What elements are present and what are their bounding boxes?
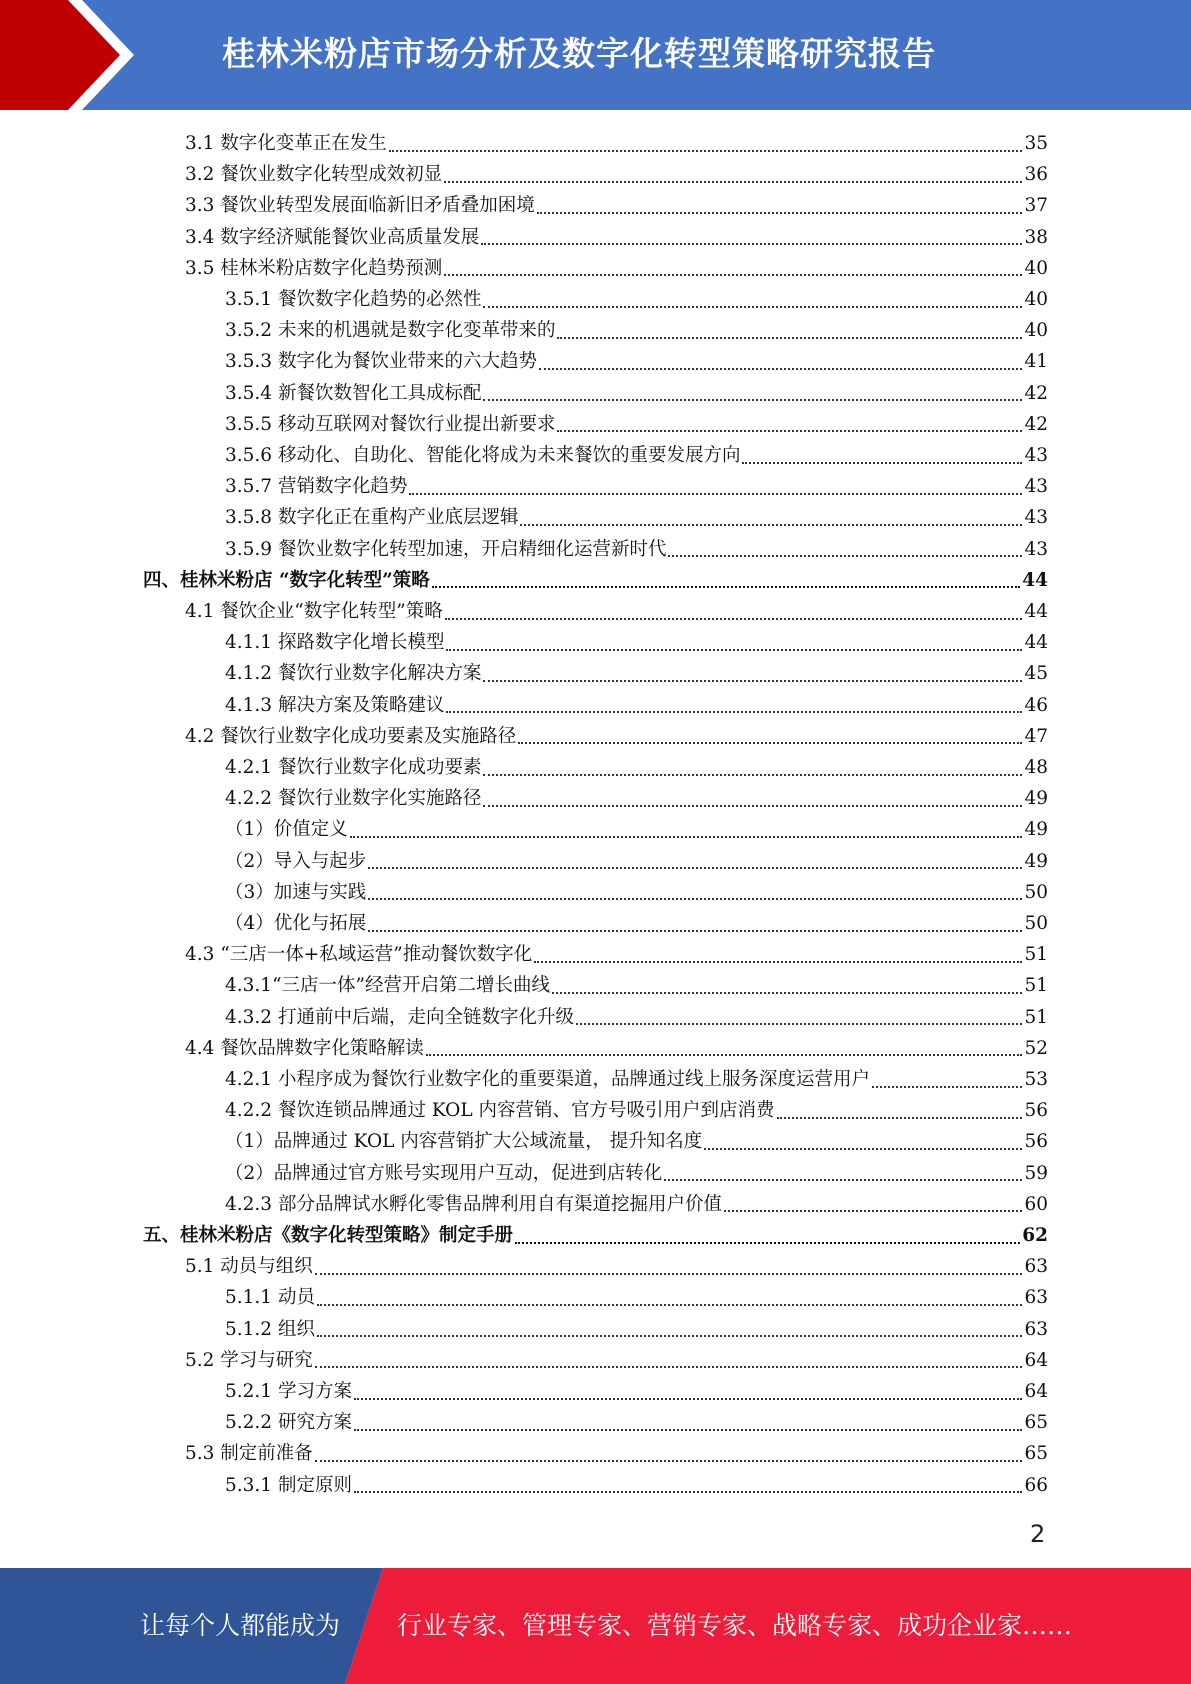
- toc-entry-label: 5.1.2 组织: [225, 1318, 315, 1340]
- toc-entry-label: 3.2 餐饮业数字化转型成效初显: [185, 164, 443, 186]
- toc-entry-page: 44: [1024, 632, 1048, 654]
- toc-entry-label: 4.1.1 探路数字化增长模型: [225, 632, 445, 654]
- toc-entry-label: 4.2.3 部分品牌试水孵化零售品牌利用自有渠道挖掘用户价值: [225, 1193, 722, 1215]
- toc-entry[interactable]: [185, 721, 1048, 752]
- toc-entry[interactable]: [225, 814, 1048, 845]
- toc-entry-label: 4.2 餐饮行业数字化成功要素及实施路径: [185, 725, 517, 747]
- toc-entry[interactable]: [225, 1095, 1048, 1126]
- toc-dot-leader: [368, 898, 1022, 900]
- toc-entry-page: 40: [1024, 320, 1048, 342]
- toc-entry-label: 5.2.1 学习方案: [225, 1381, 352, 1402]
- toc-entry-label: （2）导入与起步: [225, 850, 367, 872]
- document-title: 桂林米粉店市场分析及数字化转型策略研究报告: [222, 34, 936, 73]
- toc-entry-page: 40: [1024, 257, 1048, 279]
- toc-entry[interactable]: [225, 471, 1048, 502]
- toc-entry[interactable]: [225, 658, 1048, 689]
- toc-entry-page: 50: [1024, 913, 1048, 934]
- toc-entry-page: 42: [1024, 413, 1048, 435]
- toc-entry-label: 4.2.1 小程序成为餐饮行业数字化的重要渠道，品牌通过线上服务深度运营用户: [225, 1069, 870, 1090]
- toc-entry[interactable]: [185, 190, 1048, 221]
- toc-entry-label: 4.3 “三店一体+私域运营”推动餐饮数字化: [185, 944, 533, 966]
- toc-entry[interactable]: [185, 1033, 1048, 1064]
- toc-entry-label: （1）品牌通过 KOL 内容营销扩大公域流量， 提升知名度: [225, 1131, 703, 1153]
- toc-entry-label: 5.3.1 制定原则: [225, 1474, 352, 1496]
- toc-entry[interactable]: [185, 253, 1048, 284]
- toc-entry-page: 45: [1024, 663, 1048, 685]
- toc-entry[interactable]: [185, 596, 1048, 627]
- toc-entry[interactable]: [225, 1158, 1048, 1189]
- toc-entry-page: 46: [1024, 694, 1048, 716]
- toc-entry-label: 3.4 数字经济赋能餐饮业高质量发展: [185, 226, 480, 248]
- toc-entry-label: 5.2.2 研究方案: [225, 1412, 352, 1434]
- toc-entry[interactable]: [225, 440, 1048, 471]
- toc-entry-page: 62: [1022, 1225, 1048, 1246]
- toc-dot-leader: [354, 1398, 1023, 1400]
- toc-entry[interactable]: [225, 908, 1048, 939]
- toc-dot-leader: [368, 930, 1022, 932]
- toc-entry[interactable]: [225, 346, 1048, 377]
- toc-dot-leader: [557, 430, 1022, 432]
- toc-dot-leader: [446, 711, 1022, 713]
- toc-entry[interactable]: [225, 502, 1048, 533]
- toc-dot-leader: [315, 1366, 1023, 1368]
- toc-entry-label: 五、桂林米粉店《数字化转型策略》制定手册: [143, 1225, 514, 1246]
- toc-entry-label: 5.1.1 动员: [225, 1287, 315, 1309]
- toc-entry[interactable]: [185, 128, 1048, 159]
- toc-entry-label: 5.3 制定前准备: [185, 1443, 313, 1465]
- toc-dot-leader: [534, 961, 1022, 963]
- toc-entry-page: 51: [1024, 944, 1048, 966]
- toc-entry-label: 4.1.3 解决方案及策略建议: [225, 694, 445, 716]
- toc-dot-leader: [354, 1491, 1023, 1493]
- toc-entry[interactable]: [225, 1376, 1048, 1407]
- toc-entry[interactable]: [225, 1314, 1048, 1345]
- toc-entry-page: 43: [1024, 538, 1048, 560]
- toc-entry[interactable]: [185, 159, 1048, 190]
- toc-dot-leader: [724, 1210, 1022, 1212]
- page-footer: [0, 1568, 1191, 1684]
- toc-entry[interactable]: [225, 284, 1048, 315]
- toc-dot-leader: [742, 462, 1022, 464]
- toc-dot-leader: [315, 1273, 1023, 1275]
- toc-entry-label: 3.3 餐饮业转型发展面临新旧矛盾叠加困境: [185, 195, 535, 217]
- toc-dot-leader: [557, 337, 1022, 339]
- toc-entry[interactable]: [225, 315, 1048, 346]
- toc-dot-leader: [515, 1242, 1020, 1244]
- toc-entry-label: （1）价值定义: [225, 819, 348, 841]
- toc-entry[interactable]: [185, 1345, 1048, 1376]
- toc-dot-leader: [576, 1023, 1022, 1025]
- toc-entry-label: 4.2.2 餐饮行业数字化实施路径: [225, 788, 482, 810]
- footer-slogan-right: 行业专家、管理专家、营销专家、战略专家、成功企业家……: [397, 1611, 1073, 1640]
- toc-entry[interactable]: [225, 970, 1048, 1001]
- toc-entry[interactable]: [185, 939, 1048, 970]
- toc-entry-label: 3.5 桂林米粉店数字化趋势预测: [185, 257, 443, 279]
- toc-entry-label: 3.5.5 移动互联网对餐饮行业提出新要求: [225, 413, 556, 435]
- toc-entry-page: 65: [1024, 1412, 1048, 1434]
- page-number: 2: [1030, 1520, 1046, 1548]
- toc-entry-label: 3.5.7 营销数字化趋势: [225, 476, 408, 498]
- toc-entry-page: 37: [1024, 195, 1048, 217]
- toc-entry-page: 42: [1024, 382, 1048, 404]
- toc-dot-leader: [704, 1148, 1022, 1150]
- toc-dot-leader: [389, 150, 1023, 152]
- toc-entry-page: 49: [1024, 788, 1048, 810]
- toc-dot-leader: [315, 1460, 1023, 1462]
- toc-entry-page: 56: [1024, 1100, 1048, 1122]
- toc-entry-page: 35: [1024, 133, 1048, 154]
- toc-entry-label: 3.5.6 移动化、自助化、智能化将成为未来餐饮的重要发展方向: [225, 445, 741, 466]
- toc-entry-page: 40: [1024, 289, 1048, 310]
- toc-entry-page: 64: [1024, 1381, 1048, 1402]
- toc-dot-leader: [777, 1117, 1023, 1119]
- toc-entry-page: 63: [1024, 1318, 1048, 1340]
- toc-entry[interactable]: [225, 1126, 1048, 1157]
- toc-entry[interactable]: [225, 877, 1048, 908]
- toc-entry-page: 43: [1024, 476, 1048, 498]
- toc-entry[interactable]: [225, 1407, 1048, 1438]
- toc-entry-label: 5.2 学习与研究: [185, 1349, 313, 1371]
- toc-entry-label: （4）优化与拓展: [225, 913, 367, 934]
- toc-dot-leader: [317, 1335, 1023, 1337]
- toc-entry-label: 4.2.1 餐饮行业数字化成功要素: [225, 757, 482, 778]
- toc-entry-page: 63: [1024, 1287, 1048, 1309]
- toc-dot-leader: [520, 524, 1022, 526]
- toc-dot-leader: [317, 1304, 1023, 1306]
- toc-entry-label: 3.5.3 数字化为餐饮业带来的六大趋势: [225, 351, 537, 373]
- toc-entry[interactable]: [225, 1189, 1048, 1220]
- toc-entry-page: 50: [1024, 881, 1048, 903]
- toc-dot-leader: [426, 1054, 1023, 1056]
- page-header: [0, 0, 1191, 110]
- toc-entry-page: 43: [1024, 507, 1048, 529]
- toc-entry-page: 53: [1024, 1069, 1048, 1090]
- toc-entry[interactable]: [225, 690, 1048, 721]
- toc-dot-leader: [664, 1179, 1022, 1181]
- toc-dot-leader: [539, 368, 1022, 370]
- toc-entry-page: 63: [1024, 1256, 1048, 1278]
- toc-entry-page: 44: [1022, 569, 1048, 591]
- toc-entry-label: 3.5.4 新餐饮数智化工具成标配: [225, 382, 482, 404]
- toc-entry-label: 4.1 餐饮企业“数字化转型”策略: [185, 601, 443, 622]
- toc-entry-page: 47: [1024, 725, 1048, 747]
- toc-dot-leader: [668, 555, 1022, 557]
- toc-entry-label: 4.2.2 餐饮连锁品牌通过 KOL 内容营销、官方号吸引用户到店消费: [225, 1100, 775, 1122]
- toc-entry-page: 64: [1024, 1349, 1048, 1371]
- toc-entry-label: 3.5.2 未来的机遇就是数字化变革带来的: [225, 320, 556, 342]
- toc-entry-label: （3）加速与实践: [225, 881, 367, 903]
- toc-entry-page: 41: [1024, 351, 1048, 373]
- toc-entry-label: 4.4 餐饮品牌数字化策略解读: [185, 1037, 424, 1059]
- toc-entry[interactable]: [225, 783, 1048, 814]
- toc-dot-leader: [368, 867, 1022, 869]
- toc-entry-page: 51: [1024, 1006, 1048, 1028]
- toc-entry-label: 3.5.1 餐饮数字化趋势的必然性: [225, 289, 482, 310]
- toc-entry-page: 59: [1024, 1162, 1048, 1184]
- toc-entry-page: 66: [1024, 1474, 1048, 1496]
- toc-entry[interactable]: [225, 1002, 1048, 1033]
- toc-dot-leader: [483, 306, 1022, 308]
- toc-dot-leader: [483, 680, 1022, 682]
- toc-entry-page: 60: [1024, 1193, 1048, 1215]
- toc-entry-page: 44: [1024, 601, 1048, 622]
- toc-entry[interactable]: [225, 534, 1048, 565]
- toc-entry[interactable]: [185, 1438, 1048, 1469]
- toc-dot-leader: [432, 586, 1021, 588]
- toc-entry-label: 3.5.9 餐饮业数字化转型加速，开启精细化运营新时代: [225, 538, 667, 560]
- toc-entry[interactable]: [185, 222, 1048, 253]
- toc-dot-leader: [444, 274, 1022, 276]
- toc-entry-page: 36: [1024, 164, 1048, 186]
- toc-entry[interactable]: [225, 627, 1048, 658]
- toc-entry-label: （2）品牌通过官方账号实现用户互动，促进到店转化: [225, 1162, 663, 1184]
- toc-entry-page: 43: [1024, 445, 1048, 466]
- toc-entry[interactable]: [143, 1220, 1048, 1251]
- toc-dot-leader: [483, 774, 1022, 776]
- toc-dot-leader: [518, 742, 1022, 744]
- toc-dot-leader: [872, 1086, 1022, 1088]
- toc-entry-page: 65: [1024, 1443, 1048, 1465]
- toc-entry[interactable]: [225, 752, 1048, 783]
- toc-dot-leader: [445, 618, 1023, 620]
- toc-entry-page: 52: [1024, 1037, 1048, 1059]
- toc-entry[interactable]: [143, 565, 1048, 596]
- toc-entry[interactable]: [225, 1064, 1048, 1095]
- footer-slogan-left: 让每个人都能成为: [140, 1611, 341, 1640]
- toc-dot-leader: [483, 805, 1022, 807]
- toc-entry-page: 49: [1024, 850, 1048, 872]
- toc-dot-leader: [552, 992, 1022, 994]
- toc-entry-label: 4.1.2 餐饮行业数字化解决方案: [225, 663, 482, 685]
- toc-entry-label: 5.1 动员与组织: [185, 1256, 313, 1278]
- toc-entry[interactable]: [225, 378, 1048, 409]
- toc-dot-leader: [354, 1429, 1023, 1431]
- toc-entry-page: 49: [1024, 819, 1048, 841]
- toc-dot-leader: [483, 399, 1022, 401]
- toc-dot-leader: [444, 181, 1022, 183]
- toc-entry[interactable]: [225, 1470, 1048, 1501]
- toc-entry-label: 四、桂林米粉店 “数字化转型”策略: [143, 569, 430, 591]
- toc-entry-label: 4.3.2 打通前中后端，走向全链数字化升级: [225, 1006, 574, 1028]
- toc-entry[interactable]: [185, 1251, 1048, 1282]
- toc-dot-leader: [537, 212, 1023, 214]
- toc-entry-page: 38: [1024, 226, 1048, 248]
- toc-dot-leader: [446, 649, 1022, 651]
- toc-entry[interactable]: [225, 1282, 1048, 1313]
- toc-entry-label: 4.3.1“三店一体”经营开启第二增长曲线: [225, 975, 550, 997]
- header-arrow-decoration: [0, 0, 160, 110]
- toc-entry[interactable]: [225, 846, 1048, 877]
- toc-dot-leader: [350, 836, 1023, 838]
- toc-dot-leader: [481, 243, 1022, 245]
- toc-entry-label: 3.5.8 数字化正在重构产业底层逻辑: [225, 507, 519, 529]
- toc-entry-label: 3.1 数字化变革正在发生: [185, 133, 387, 154]
- toc-dot-leader: [409, 493, 1022, 495]
- toc-entry-page: 48: [1024, 757, 1048, 778]
- toc-entry[interactable]: [225, 409, 1048, 440]
- toc-entry-page: 56: [1024, 1131, 1048, 1153]
- toc-entry-page: 51: [1024, 975, 1048, 997]
